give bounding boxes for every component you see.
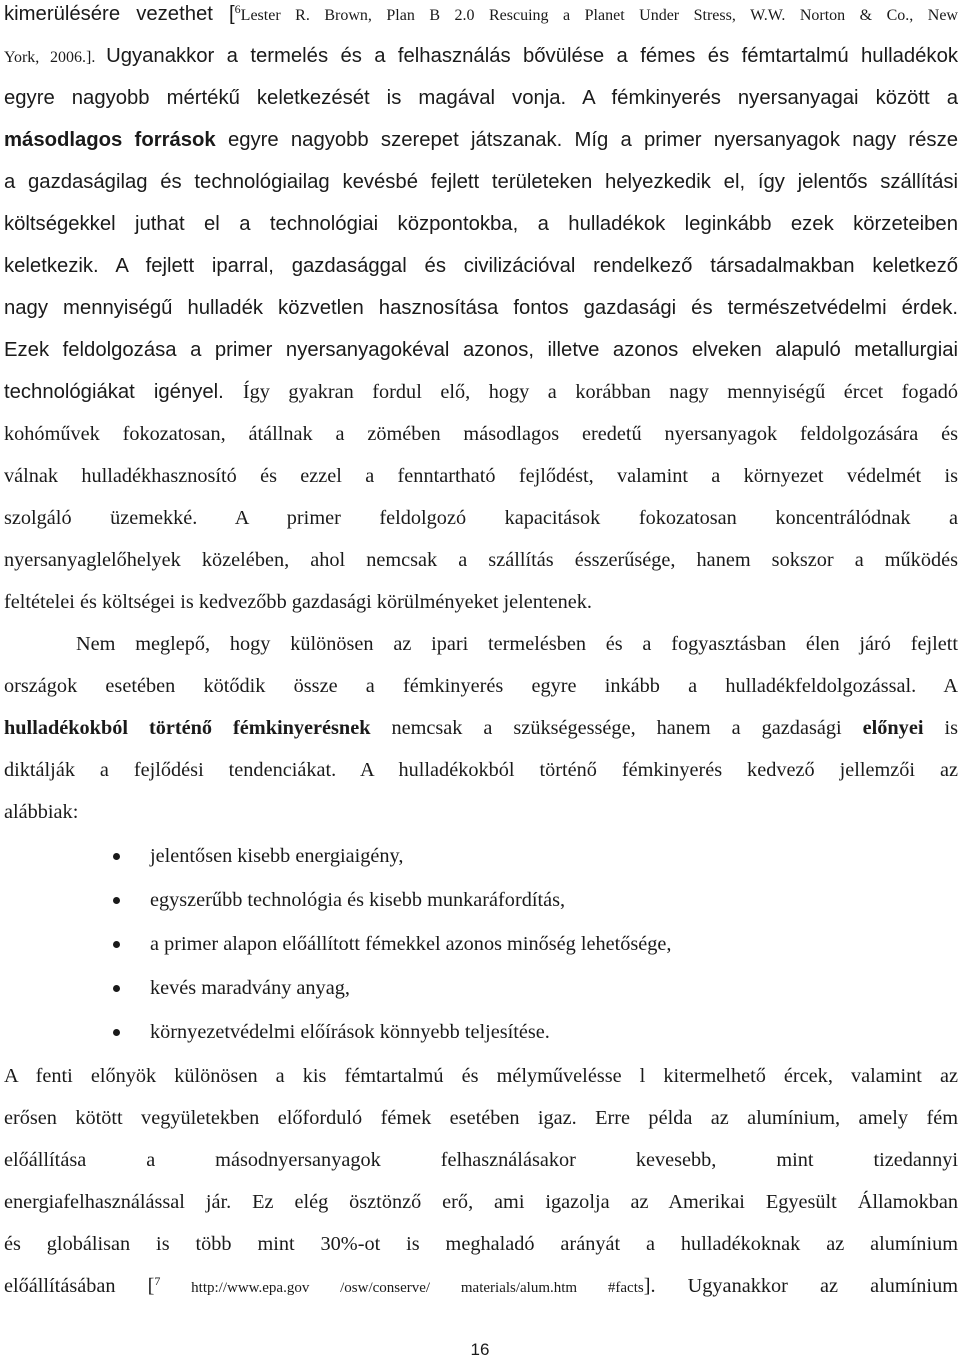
text-run: ]. Ugyanakkor az alumínium [643,1275,958,1297]
text-run: egyre nagyobb mértékű keletkezését is magával vonja. A fémkinyerés nyersanyagai között a [4,87,958,109]
text-run: Így gyakran fordul elő, hogy a korábban nagy mennyiségű ércet fogadó [242,381,958,403]
text-run: előállítása a másodnyersanyagok felhasználásakor kevesebb, mint tizedannyi [4,1149,958,1171]
text-line [4,296,958,320]
bullet-icon [113,1029,120,1036]
text-line [4,548,958,572]
text-run: is [923,717,958,739]
list-item: a primer alapon előállított fémekkel azonos minőség lehetősége, [150,933,672,955]
text-line [4,254,958,278]
bullet-icon [113,853,120,860]
text-run: kimerülésére vezethet [ [4,3,235,25]
text-line [4,170,958,194]
text-line [4,800,958,824]
text-run: energiafelhasználással jár. Ez elég ösztönző erő, ami igazolja az Amerikai Egyesült Államokban [4,1191,958,1213]
footnote-marker: 6 [234,2,241,16]
list-item: egyszerűbb technológia és kisebb munkaráfordítás, [150,889,566,911]
text-line [4,464,958,488]
text-run: erősen kötött vegyületekben előforduló fémek esetében igaz. Erre példa az alumínium, amely fém [4,1107,958,1129]
text-line [4,44,958,68]
text-run: költségekkel juthat el a technológiai központokba, a hulladékok leginkább ezek körzeteiben [4,213,958,235]
text-run: alábbiak: [4,801,79,823]
text-run: Ugyanakkor a termelés és a felhasználás bővülése a fémes és fémtartalmú hulladékok [106,45,958,67]
text-run: York, 2006.]. [4,49,107,66]
text-line [4,380,958,404]
text-run: technológiákat igényel. [4,381,243,403]
text-line [4,212,958,236]
text-line [4,590,958,614]
text-line [4,1190,958,1214]
text-run: Lester R. Brown, Plan B 2.0 Rescuing a Planet Under Stress, W.W. Norton & Co., New [240,7,958,24]
bold-term: hulladékokból történő fémkinyerésnek [4,717,371,739]
text-line [4,86,958,110]
text-line [4,128,958,152]
text-run: Nem meglepő, hogy különösen az ipari termelésben és a fogyasztásban élen járó fejlett [76,633,958,655]
text-run: nagy mennyiségű hulladék közvetlen hasznosítása fontos gazdasági és természetvédelmi érdek. [4,297,958,319]
list-item: jelentősen kisebb energiaigény, [150,845,404,867]
bold-term: másodlagos források [4,129,216,151]
text-run: és globálisan is több mint 30%-ot is meghaladó arányát a hulladékoknak az alumínium [4,1233,958,1255]
text-run: előállításában [ [4,1275,155,1297]
text-line [4,716,958,740]
text-run: http://www.epa.gov /osw/conserve/ materials/alum.htm #facts [160,1280,644,1296]
text-line [4,1274,958,1298]
page-number: 16 [470,1340,490,1359]
text-run: országok esetében kötődik össze a fémkinyerés egyre inkább a hulladékfeldolgozással. A [4,675,958,697]
text-line [4,422,958,446]
list-item: környezetvédelmi előírások könnyebb teljesítése. [150,1021,550,1043]
bold-term: előnyei [862,717,924,739]
text-line [76,632,958,656]
text-line [4,506,958,530]
bullet-icon [113,985,120,992]
text-line [4,1232,958,1256]
text-run: diktálják a fejlődési tendenciákat. A hulladékokból történő fémkinyerés kedvező jellemzői az [4,759,958,781]
text-run: nemcsak a szükségessége, hanem a gazdasági [370,717,863,739]
text-run: A fenti előnyök különösen a kis fémtartalmú és mélyművelésse l kitermelhető ércek, valamint az [4,1065,958,1087]
text-run: nyersanyaglelőhelyek közelében, ahol nemcsak a szállítás ésszerűsége, hanem sokszor a működés [4,549,958,571]
text-line [4,1148,958,1172]
text-line [4,1106,958,1130]
text-line [4,338,958,362]
text-run: válnak hulladékhasznosító és ezzel a fenntartható fejlődést, valamint a környezet védelmét is [4,465,958,487]
text-line [4,674,958,698]
text-line [4,1064,958,1088]
text-run: kohóművek fokozatosan, átállnak a zömében másodlagos eredetű nyersanyagok feldolgozására és [4,423,958,445]
text-line [4,758,958,782]
bullet-icon [113,941,120,948]
footnote-marker: 7 [154,1274,161,1288]
list-item: kevés maradvány anyag, [150,977,350,999]
text-run: egyre nagyobb szerepet játszanak. Míg a primer nyersanyagok nagy része [215,129,958,151]
bullet-icon [113,897,120,904]
text-run: a gazdaságilag és technológiailag kevésbé fejlett területeken helyezkedik el, így jelentős szállítási [4,171,958,193]
text-line [4,2,958,26]
text-run: szolgáló üzemekké. A primer feldolgozó kapacitások fokozatosan koncentrálódnak a [4,507,958,529]
text-run: feltételei és költségei is kedvezőbb gazdasági körülményeket jelentenek. [4,591,592,613]
text-run: keletkezik. A fejlett iparral, gazdasággal és civilizációval rendelkező társadalmakban keletkező [4,255,958,277]
text-run: Ezek feldolgozása a primer nyersanyagokéval azonos, illetve azonos elveken alapuló metallurgiai [4,339,958,361]
